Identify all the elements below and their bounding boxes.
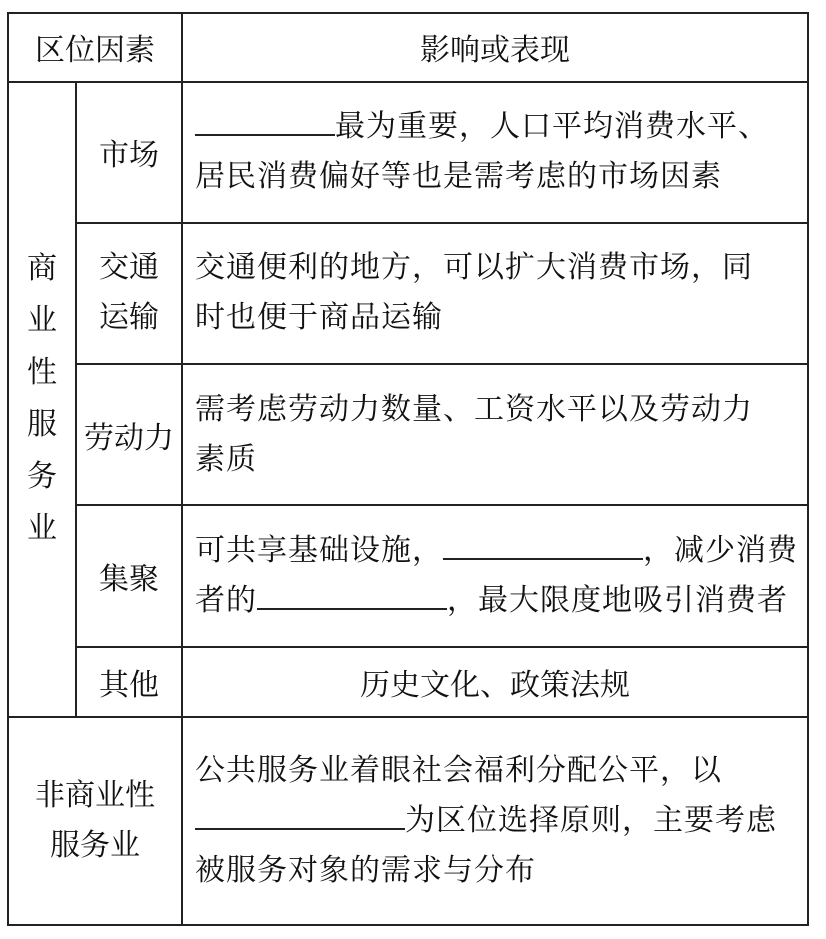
noncommercial-text-3: 被服务对象的需求与分布 [195,853,536,889]
factor-other: 其他 [76,647,182,718]
commercial-label-char: 服 [27,407,57,443]
table-row [8,82,808,223]
labor-text-2: 素质 [195,441,257,477]
effect-labor [182,364,808,505]
effect-market [182,82,808,223]
commercial-label-char: 业 [27,511,57,547]
commercial-label-char: 业 [27,303,57,339]
header-row [8,13,808,82]
commercial-label-char: 商 [27,251,57,287]
noncommercial-label-line: 服务业 [50,828,140,864]
effect-noncommercial [182,717,808,925]
factor-transport-line: 交通 [99,250,159,286]
transport-text-2: 时也便于商品运输 [195,300,443,336]
agglomeration-text-1b: ，减少消费 [643,532,798,568]
labor-text-1: 需考虑劳动力数量、工资水平以及劳动力 [195,391,753,427]
commercial-label-char: 务 [27,459,57,495]
factor-market: 市场 [76,82,182,223]
effect-agglomeration [182,505,808,646]
transport-text-1: 交通便利的地方，可以扩大消费市场，同 [195,250,753,286]
noncommercial-text-2: 为区位选择原则，主要考虑 [405,803,777,839]
commercial-label-char: 性 [27,355,57,391]
market-text-1: 最为重要，人口平均消费水平、 [335,109,769,145]
agglomeration-text-2a: 者的 [195,582,257,618]
location-factors-table [7,12,809,926]
factor-transport [76,223,182,364]
table-row [8,717,808,925]
table-container [7,12,807,926]
answer-blank[interactable] [443,528,643,560]
effect-other: 历史文化、政策法规 [182,647,808,718]
agglomeration-text-2b: ，最大限度地吸引消费者 [447,582,788,618]
table-row [8,505,808,646]
factor-transport-line: 运输 [99,300,159,336]
noncommercial-label-line: 非商业性 [35,778,155,814]
header-factor: 区位因素 [8,13,182,82]
header-effect: 影响或表现 [182,13,808,82]
noncommercial-text-1: 公共服务业着眼社会福利分配公平，以 [195,753,722,789]
answer-blank[interactable] [257,578,447,610]
factor-labor: 劳动力 [76,364,182,505]
table-row [8,364,808,505]
answer-blank[interactable] [195,798,405,830]
factor-agglomeration: 集聚 [76,505,182,646]
table-row [8,223,808,364]
effect-transport [182,223,808,364]
noncommercial-label-cell [8,717,182,925]
table-row [8,647,808,718]
market-text-2: 居民消费偏好等也是需考虑的市场因素 [195,159,722,195]
answer-blank[interactable] [195,104,335,136]
agglomeration-text-1a: 可共享基础设施， [195,532,443,568]
commercial-label-cell [8,82,76,718]
